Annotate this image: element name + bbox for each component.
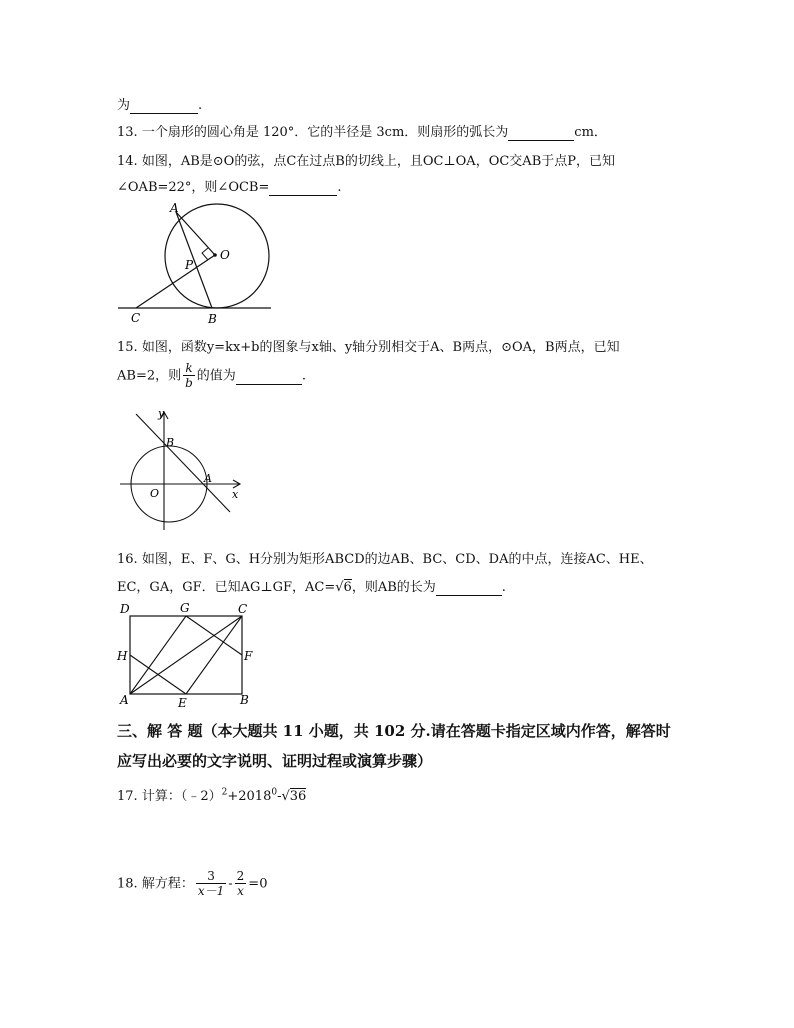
- q18-f2-denominator: x: [237, 884, 244, 898]
- q16-line2: [117, 576, 506, 596]
- q17-sqrt: √36: [281, 789, 307, 804]
- q15-text-middle: 的值为: [196, 368, 236, 384]
- q12-prefix: 为: [117, 98, 131, 113]
- q13-text: 一个扇形的圆心角是 120°．它的半径是 3cm．则扇形的弧长为: [141, 125, 509, 140]
- q14-text-line2: ∠OAB=22°，则∠OCB=: [117, 180, 270, 195]
- q14-suffix: .: [337, 180, 342, 195]
- q14-circle: [165, 204, 269, 308]
- q16-label-h: H: [117, 649, 128, 663]
- q16-text-middle: ，则AB的长为: [351, 580, 436, 595]
- q15-fraction: [183, 362, 195, 390]
- q14-label-p: P: [185, 258, 194, 272]
- q17-exp1: 2: [221, 787, 228, 798]
- q15-frac-denominator: b: [185, 376, 193, 390]
- q18-fraction-1: [196, 870, 226, 898]
- q14-line-oc: [136, 255, 215, 308]
- q17-number: 17.: [117, 789, 138, 804]
- q18-equals: =0: [248, 876, 268, 892]
- q14-line1: [117, 150, 615, 169]
- q16-line-ec: [186, 616, 242, 694]
- q12-answer-blank: [130, 98, 198, 114]
- q16-suffix: .: [501, 580, 506, 595]
- q18-minus: -: [228, 876, 233, 892]
- q18-f2-numerator: 2: [236, 869, 245, 883]
- q16-line-ac: [130, 616, 242, 694]
- section3-heading-line1: 三、解 答 题（本大题共 11 小题，共 102 分.请在答题卡指定区域内作答，解答时: [117, 722, 671, 740]
- q16-text-line1: 如图，E、F、G、H分别为矩形ABCD的边AB、BC、CD、DA的中点，连接AC、HE、: [141, 552, 653, 567]
- q16-label-d: D: [120, 602, 130, 616]
- q14-answer-blank: [269, 180, 337, 196]
- q15-answer-blank: [236, 369, 302, 385]
- q18-label: 解方程：: [141, 876, 194, 892]
- q15-label-b: B: [166, 436, 175, 449]
- q16-sqrt-radicand: 6: [343, 580, 352, 595]
- q15-line1: [117, 336, 620, 355]
- q16-label-e: E: [178, 696, 187, 710]
- q17-sqrt-radicand: 36: [289, 789, 307, 804]
- q14-text-line1: 如图，AB是⊙O的弦，点C在过点B的切线上，且OC⊥OA，OC交AB于点P，已知: [141, 154, 615, 169]
- q16-label-b: B: [240, 693, 249, 707]
- q14-label-o: O: [220, 248, 230, 262]
- q15-suffix: .: [301, 368, 306, 384]
- q12-line: [117, 94, 202, 114]
- q14-center-dot: [213, 253, 217, 257]
- q18-f1-denominator: x－1: [197, 884, 225, 898]
- q14-number: 14.: [117, 154, 138, 169]
- q17-exp2: 0: [271, 787, 278, 798]
- q14-right-angle-mark: [202, 248, 208, 260]
- q13-suffix: cm．: [574, 125, 607, 140]
- q15-figure: [116, 404, 246, 534]
- q16-sqrt: √6: [335, 580, 352, 595]
- q13-number: 13.: [117, 125, 138, 140]
- q13-line: [117, 121, 607, 141]
- q16-answer-blank: [436, 580, 502, 596]
- q17-expr-b: +2018: [227, 789, 272, 804]
- q16-line-ga: [130, 616, 186, 694]
- q14-label-b: B: [208, 312, 217, 326]
- q14-line2: [117, 176, 342, 196]
- q18-line: [117, 870, 267, 898]
- q15-label-x: x: [232, 488, 239, 501]
- q16-label-a: A: [120, 693, 129, 707]
- q17-expr-a: （﹣2）: [180, 789, 222, 804]
- q18-f1-numerator: 3: [196, 870, 226, 884]
- q16-label-f: F: [244, 649, 253, 663]
- q17-label: 计算：: [141, 789, 181, 804]
- q16-figure: [116, 600, 258, 712]
- q15-number: 15.: [117, 340, 138, 355]
- q16-line1: [117, 548, 653, 567]
- q17-expr-c: -: [277, 789, 282, 804]
- q15-text-prefix: AB=2，则: [117, 368, 182, 384]
- q14-figure: [116, 198, 276, 328]
- q15-label-a: A: [204, 472, 212, 485]
- q13-answer-blank: [508, 125, 574, 141]
- q15-text-line1: 如图，函数y=kx+b的图象与x轴、y轴分别相交于A、B两点，⊙OA，B两点，已知: [141, 340, 620, 355]
- q15-label-o: O: [150, 487, 160, 500]
- q16-label-g: G: [180, 601, 190, 615]
- q17-line: [117, 785, 306, 804]
- q16-text-prefix: EC，GA，GF．已知AG⊥GF，AC=: [117, 580, 336, 595]
- q12-suffix: .: [198, 98, 203, 113]
- section3-heading-line2: 应写出必要的文字说明、证明过程或演算步骤）: [117, 752, 433, 770]
- q14-radius-oa: [176, 212, 215, 255]
- q18-number: 18.: [117, 876, 138, 892]
- q16-label-c: C: [238, 602, 248, 616]
- q15-line2: [117, 362, 306, 390]
- q14-label-a: A: [170, 201, 179, 215]
- q15-label-y: y: [158, 407, 165, 420]
- q18-fraction-2: [235, 870, 247, 898]
- q14-label-c: C: [131, 311, 141, 325]
- q15-frac-numerator: k: [183, 362, 195, 376]
- q16-number: 16.: [117, 552, 138, 567]
